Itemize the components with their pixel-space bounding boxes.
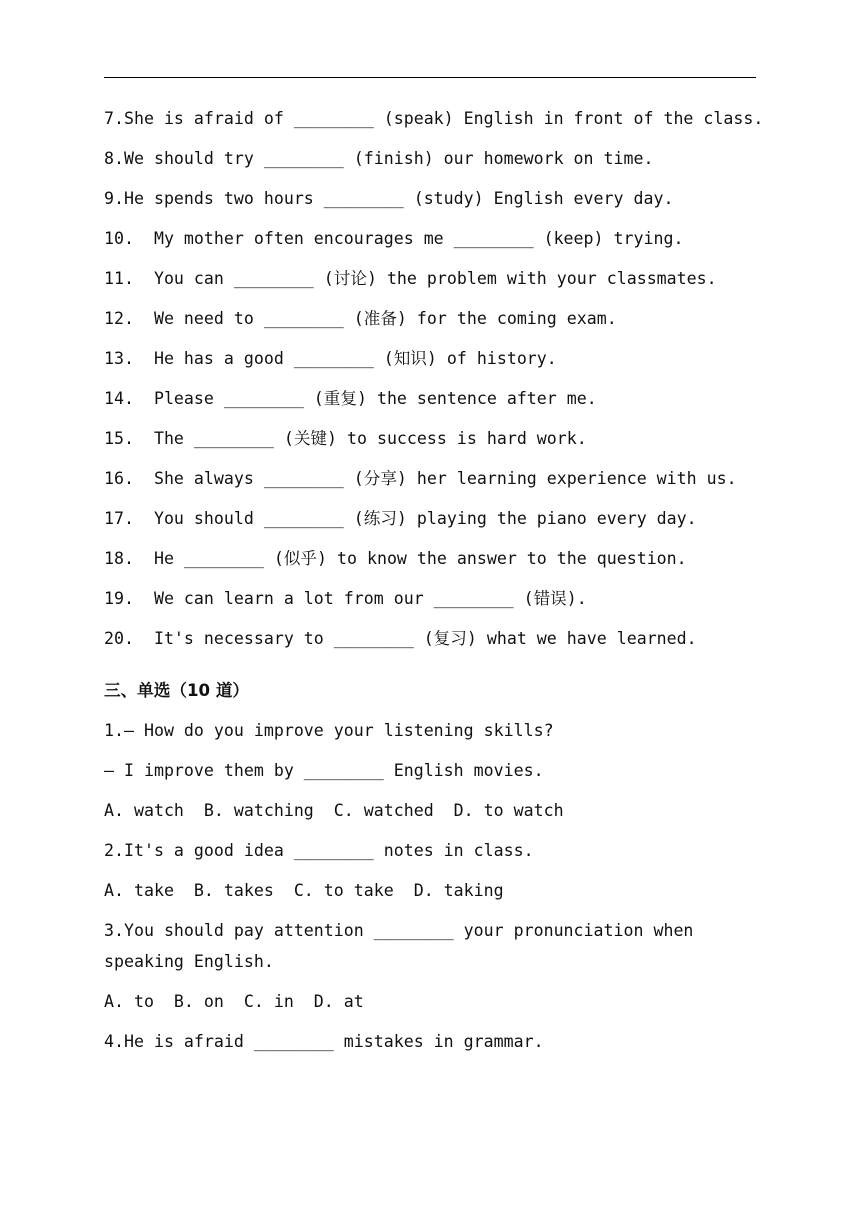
fill-in-item-19: 19. We can learn a lot from our ________ (错误). — [104, 589, 587, 608]
mc-options-1: A. watch B. watching C. watched D. to watch — [104, 801, 564, 820]
fill-in-item-14: 14. Please ________ (重复) the sentence after me. — [104, 389, 597, 408]
fill-in-item-8: 8.We should try ________ (finish) our homework on time. — [104, 149, 654, 168]
fill-in-item-20: 20. It's necessary to ________ (复习) what we have learned. — [104, 629, 697, 648]
fill-in-item-7: 7.She is afraid of ________ (speak) English in front of the class. — [104, 109, 764, 128]
section-title: 三、单选（10 道） — [104, 681, 250, 700]
fill-in-item-9: 9.He spends two hours ________ (study) English every day. — [104, 189, 674, 208]
mc-question-3: 3.You should pay attention ________ your pronunciation when speaking English. — [104, 921, 704, 971]
fill-in-item-10: 10. My mother often encourages me ________ (keep) trying. — [104, 229, 684, 248]
mc-options-3: A. to B. on C. in D. at — [104, 992, 364, 1011]
worksheet-content — [104, 103, 764, 1066]
fill-in-item-17: 17. You should ________ (练习) playing the piano every day. — [104, 509, 697, 528]
mc-options-2: A. take B. takes C. to take D. taking — [104, 881, 504, 900]
fill-in-item-11: 11. You can ________ (讨论) the problem with your classmates. — [104, 269, 717, 288]
mc-question-2: 2.It's a good idea ________ notes in class. — [104, 841, 534, 860]
fill-in-item-16: 16. She always ________ (分享) her learning experience with us. — [104, 469, 737, 488]
fill-in-item-13: 13. He has a good ________ (知识) of history. — [104, 349, 557, 368]
mc-question-4: 4.He is afraid ________ mistakes in grammar. — [104, 1032, 544, 1051]
header-rule — [104, 77, 756, 78]
fill-in-item-15: 15. The ________ (关键) to success is hard work. — [104, 429, 587, 448]
mc-question-1-reply: — I improve them by ________ English movies. — [104, 761, 544, 780]
fill-in-item-18: 18. He ________ (似乎) to know the answer to the question. — [104, 549, 687, 568]
mc-question-1: 1.— How do you improve your listening skills? — [104, 721, 554, 740]
fill-in-item-12: 12. We need to ________ (准备) for the coming exam. — [104, 309, 617, 328]
